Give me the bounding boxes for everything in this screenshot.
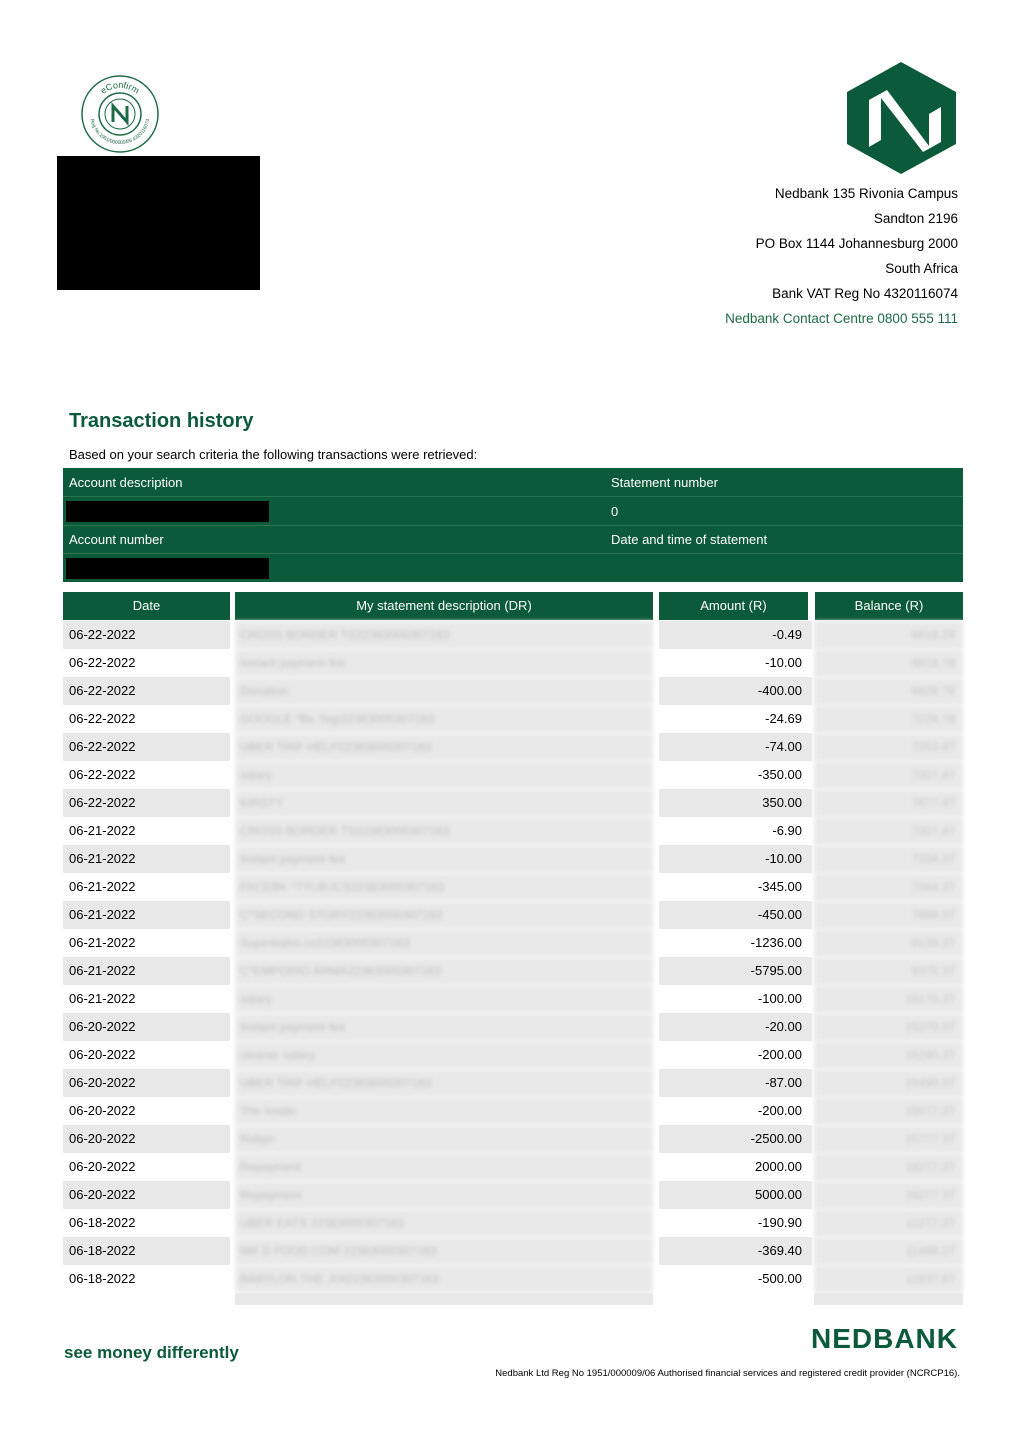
transaction-amount: -10.00 [765, 655, 802, 670]
table-row [63, 1041, 963, 1069]
table-row [63, 621, 963, 649]
table-row [63, 929, 963, 957]
statement-datetime-label: Date and time of statement [611, 532, 768, 547]
contact-centre-line: Nedbank Contact Centre 0800 555 111 [725, 311, 958, 326]
transaction-balance: 7344.37 [814, 873, 963, 901]
account-label-row [63, 468, 963, 497]
address-line: South Africa [885, 261, 958, 276]
table-row [63, 733, 963, 761]
transaction-date: 06-18-2022 [63, 1237, 230, 1265]
statement-number-label: Statement number [611, 475, 718, 490]
table-row [63, 985, 963, 1013]
table-row [63, 1153, 963, 1181]
transaction-amount: -200.00 [757, 1103, 802, 1118]
transaction-balance: 15577.37 [814, 1097, 963, 1125]
transaction-date: 06-20-2022 [69, 1047, 136, 1062]
account-number-label: Account number [69, 532, 164, 547]
transaction-description: salary [235, 761, 653, 789]
table-row [63, 1237, 963, 1265]
col-header-amount: Amount (R) [659, 592, 808, 620]
transaction-balance: 16277.37 [814, 1181, 963, 1209]
table-row [63, 649, 963, 677]
transaction-balance: 7689.37 [814, 901, 963, 929]
transaction-description: Repayment [235, 1153, 653, 1181]
transaction-balance: 6818.29 [814, 621, 963, 649]
transaction-description: CROSS BORDER TS22363000307163 [235, 621, 653, 649]
redacted-account-number [66, 558, 269, 579]
transaction-amount: -1236.00 [750, 935, 802, 950]
nedbank-logo [845, 62, 958, 174]
transaction-balance: 15777.37 [814, 1125, 963, 1153]
transaction-amount: -500.00 [757, 1271, 802, 1286]
transaction-description: UBER TRIP HELP22363000307163 [235, 733, 653, 761]
transaction-balance: 7228.78 [814, 705, 963, 733]
transaction-date: 06-21-2022 [63, 845, 230, 873]
transaction-amount: 350.00 [659, 789, 812, 817]
transaction-date: 06-21-2022 [69, 823, 136, 838]
transaction-balance: 6828.78 [814, 677, 963, 705]
vat-reg-line: Bank VAT Reg No 4320116074 [772, 286, 958, 301]
transaction-date: 06-20-2022 [63, 1013, 230, 1041]
col-header-date: Date [63, 592, 230, 620]
tagline: see money differently [64, 1343, 239, 1362]
redacted-address-block [57, 156, 260, 290]
table-row [63, 1209, 963, 1237]
transaction-amount: -100.00 [757, 991, 802, 1006]
transaction-date: 06-18-2022 [69, 1215, 136, 1230]
transaction-description: UBER TRIP HELP22363000307163 [235, 1069, 653, 1097]
transaction-description: Instant payment fee [235, 649, 653, 677]
table-row [63, 873, 963, 901]
transaction-date: 06-22-2022 [63, 621, 230, 649]
transaction-balance: 8139.37 [814, 929, 963, 957]
table-row [63, 957, 963, 985]
transaction-balance: 11277.37 [814, 1209, 963, 1237]
transaction-date: 06-21-2022 [63, 957, 230, 985]
transaction-balance: 15170.37 [814, 985, 963, 1013]
table-row [63, 845, 963, 873]
account-description-label: Account description [69, 475, 183, 490]
transaction-amount: -5795.00 [659, 957, 812, 985]
section-title: Transaction history [69, 410, 254, 432]
transaction-date: 06-21-2022 [63, 901, 230, 929]
transaction-balance: 7334.37 [814, 845, 963, 873]
transaction-amount: 5000.00 [659, 1181, 812, 1209]
table-row [63, 1069, 963, 1097]
transaction-description: CROSS BORDER TS22363000307163 [235, 817, 653, 845]
transaction-date: 06-20-2022 [63, 1181, 230, 1209]
transaction-balance: 7253.47 [814, 733, 963, 761]
transaction-description: The Inside [235, 1097, 653, 1125]
transaction-date: 06-22-2022 [63, 733, 230, 761]
transaction-description: Donation [235, 677, 653, 705]
transaction-balance: 15490.37 [814, 1069, 963, 1097]
account-number-value-row [63, 554, 963, 582]
transaction-date: 06-18-2022 [69, 1271, 136, 1286]
transaction-amount: -10.00 [659, 845, 812, 873]
transaction-balance: 7677.47 [814, 789, 963, 817]
transaction-date: 06-20-2022 [69, 1103, 136, 1118]
section-subtitle: Based on your search criteria the following transactions were retrieved: [69, 447, 478, 462]
transaction-balance: 15270.37 [814, 1013, 963, 1041]
transaction-description: GOOGLE *Be Yogi22363000307163 [235, 705, 653, 733]
transaction-amount: -200.00 [757, 1047, 802, 1062]
table-row [63, 901, 963, 929]
table-row [63, 705, 963, 733]
transaction-amount: -20.00 [659, 1013, 812, 1041]
table-row [63, 677, 963, 705]
address-line: Sandton 2196 [873, 211, 958, 226]
econfirm-stamp [80, 74, 160, 154]
transaction-balance: 15290.37 [814, 1041, 963, 1069]
table-row [63, 817, 963, 845]
legal-notice: Nedbank Ltd Reg No 1951/000009/06 Authorised financial services and registered credit provider (NCRCP16). [495, 1368, 960, 1379]
transaction-date: 06-22-2022 [63, 789, 230, 817]
transaction-balance: 6818.78 [814, 649, 963, 677]
transaction-description: KIRSTY [235, 789, 653, 817]
account-value-row [63, 497, 963, 526]
transaction-date: 06-22-2022 [69, 767, 136, 782]
transaction-description: Instant payment fee [235, 1013, 653, 1041]
transaction-amount: -400.00 [659, 677, 812, 705]
balance-column-tail [814, 1293, 963, 1305]
transaction-amount: -74.00 [659, 733, 812, 761]
transaction-date: 06-20-2022 [69, 1159, 136, 1174]
description-column-tail [235, 1293, 653, 1305]
table-row [63, 1125, 963, 1153]
transaction-description: MR D FOOD.COM 22363000307163 [235, 1237, 653, 1265]
transaction-amount: -2500.00 [659, 1125, 812, 1153]
table-row [63, 1097, 963, 1125]
transaction-amount: -87.00 [659, 1069, 812, 1097]
transaction-date: 06-22-2022 [69, 655, 136, 670]
stamp-reg-text: Reg No 1951/000009/06 4320116074 [88, 118, 152, 147]
transaction-amount: -350.00 [757, 767, 802, 782]
transaction-balance: 7327.47 [814, 761, 963, 789]
transaction-date: 06-21-2022 [69, 935, 136, 950]
account-number-label-row [63, 525, 963, 554]
transaction-amount: -450.00 [659, 901, 812, 929]
transaction-amount: -190.90 [757, 1215, 802, 1230]
transaction-description: Robyn [235, 1125, 653, 1153]
transaction-balance: 11468.27 [814, 1237, 963, 1265]
table-row [63, 761, 963, 789]
transaction-amount: -24.69 [765, 711, 802, 726]
transaction-description: BABYLON THE JOI22363000307163 [235, 1265, 653, 1293]
transaction-amount: -345.00 [757, 879, 802, 894]
transaction-date: 06-21-2022 [69, 879, 136, 894]
transaction-balance: 9375.37 [814, 957, 963, 985]
table-row [63, 1181, 963, 1209]
transaction-amount: 2000.00 [755, 1159, 802, 1174]
transaction-amount: -369.40 [659, 1237, 812, 1265]
bank-address [725, 181, 958, 331]
transaction-date: 06-20-2022 [63, 1069, 230, 1097]
transaction-amount: -0.49 [659, 621, 812, 649]
transaction-description: cleaner salary [235, 1041, 653, 1069]
transaction-description: C*EMPORIO ARMA22363000307163 [235, 957, 653, 985]
transaction-description: UBER EATS 22363000307163 [235, 1209, 653, 1237]
redacted-account-description [66, 501, 269, 522]
transaction-description: C*SECOND STORY22363000307163 [235, 901, 653, 929]
transaction-description: FACEBK *TYLBUCS22363000307163 [235, 873, 653, 901]
transaction-amount: -6.90 [772, 823, 802, 838]
transaction-date: 06-21-2022 [69, 991, 136, 1006]
table-row [63, 1265, 963, 1293]
svg-text:Reg No 1951/000009/06 43201160 [88, 118, 151, 146]
transaction-description: salary [235, 985, 653, 1013]
transaction-balance: 11837.67 [814, 1265, 963, 1293]
col-header-balance: Balance (R) [815, 592, 963, 620]
table-row [63, 1013, 963, 1041]
transaction-balance: 18277.37 [814, 1153, 963, 1181]
brand-wordmark: NEDBANK [811, 1323, 958, 1354]
transaction-date: 06-22-2022 [63, 677, 230, 705]
transaction-balance: 7327.47 [814, 817, 963, 845]
address-line: PO Box 1144 Johannesburg 2000 [755, 236, 958, 251]
transaction-description: Instant payment fee [235, 845, 653, 873]
table-row [63, 789, 963, 817]
statement-number-value: 0 [611, 504, 619, 519]
stamp-arc-text: eConfirm [98, 79, 142, 96]
transaction-description: Superbalist.co22363000307163 [235, 929, 653, 957]
transaction-description: Repayment [235, 1181, 653, 1209]
col-header-description: My statement description (DR) [235, 592, 653, 620]
account-info-box [63, 468, 963, 582]
transaction-table [63, 621, 963, 1293]
transaction-date: 06-20-2022 [63, 1125, 230, 1153]
transaction-date: 06-22-2022 [69, 711, 136, 726]
address-line: Nedbank 135 Rivonia Campus [774, 186, 958, 201]
